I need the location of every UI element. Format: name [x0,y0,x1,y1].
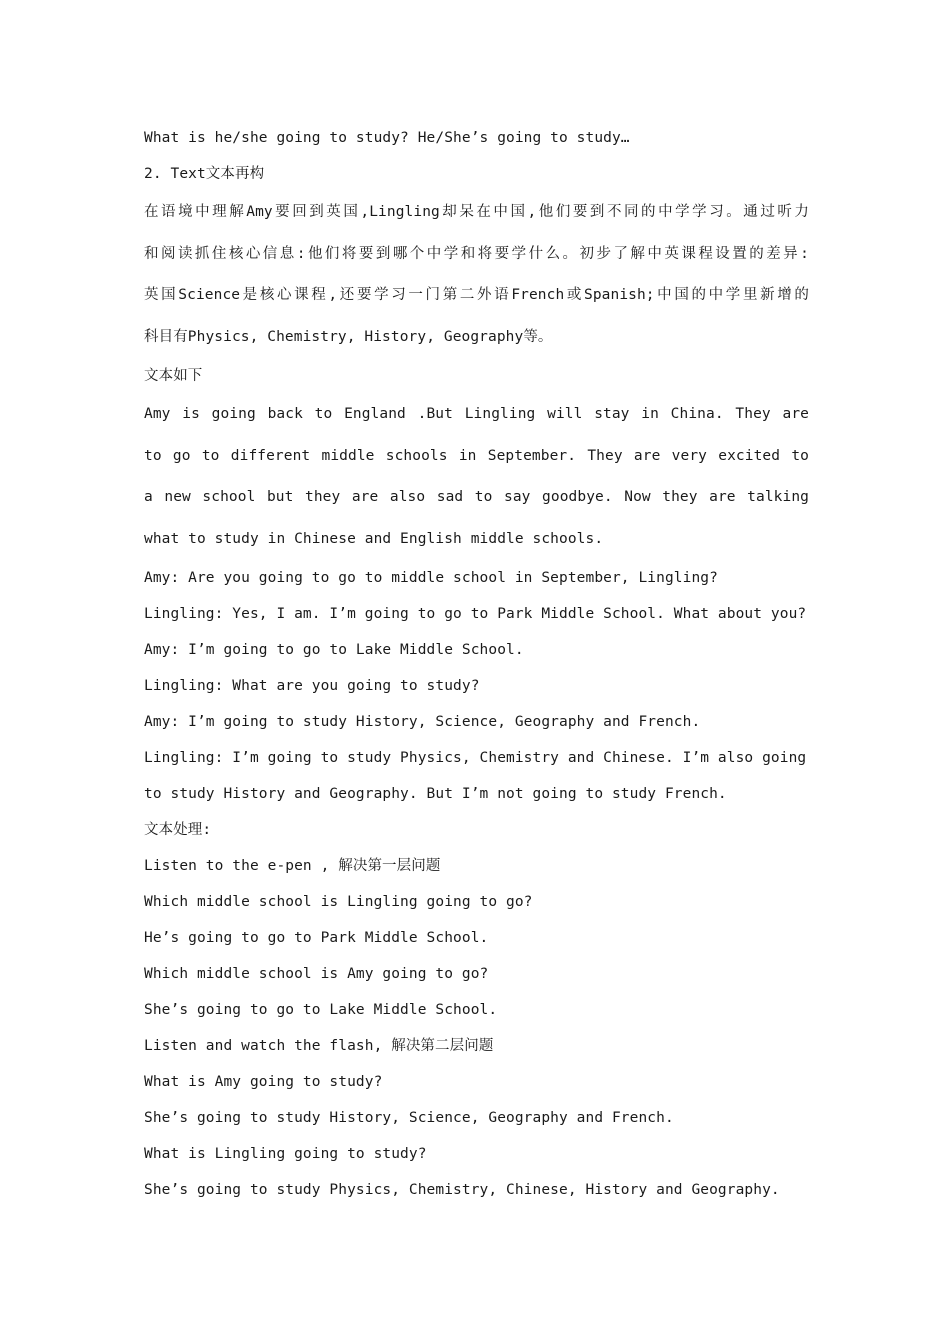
paragraph-line: 科目有Physics, Chemistry, History, Geography等。 [144,328,553,345]
question-line: Which middle school is Amy going to go? [144,966,489,982]
section-heading: 2. Text文本再构 [144,166,265,182]
dialogue-line: to study History and Geography. But I’m not going to study French. [144,786,727,802]
paragraph-line: Amy is going back to England .But Lingling will stay in China. They are [144,406,809,422]
paragraph-line: to go to different middle schools in September. They are very excited to [144,447,809,464]
question-line: What is Amy going to study? [144,1074,383,1090]
answer-line: She’s going to study Physics, Chemistry, Chinese, History and Geography. [144,1182,780,1198]
instruction-line: Listen to the e-pen , 解决第一层问题 [144,858,441,874]
answer-line: She’s going to study History, Science, Geography and French. [144,1110,674,1126]
dialogue-line: Amy: I’m going to study History, Science, Geography and French. [144,714,701,730]
dialogue-line: Lingling: Yes, I am. I’m going to go to Park Middle School. What about you? [144,606,807,622]
paragraph-line: what to study in Chinese and English middle schools. [144,530,604,547]
dialogue-line: Amy: Are you going to go to middle school in September, Lingling? [144,570,718,586]
paragraph-line: 在语境中理解Amy要回到英国,Lingling却呆在中国,他们要到不同的中学学习。通过听力 [144,204,809,220]
instruction-line: Listen and watch the flash, 解决第二层问题 [144,1038,494,1054]
paragraph-line: a new school but they are also sad to say goodbye. Now they are talking [144,489,809,505]
text-line: What is he/she going to study? He/She’s going to study… [144,130,630,146]
dialogue-line: Lingling: What are you going to study? [144,678,480,694]
question-line: What is Lingling going to study? [144,1146,427,1162]
section-label: 文本处理: [144,822,212,838]
document-body [144,120,809,1208]
answer-line: He’s going to go to Park Middle School. [144,930,489,946]
paragraph-line: 和阅读抓住核心信息:他们将要到哪个中学和将要学什么。初步了解中英课程设置的差异: [144,245,809,262]
dialogue-line: Lingling: I’m going to study Physics, Chemistry and Chinese. I’m also going [144,750,807,766]
section-label: 文本如下 [144,368,203,384]
question-line: Which middle school is Lingling going to go? [144,894,533,910]
paragraph-line: 英国Science是核心课程,还要学习一门第二外语French或Spanish;中国的中学里新增的 [144,287,809,303]
answer-line: She’s going to go to Lake Middle School. [144,1002,498,1018]
dialogue-line: Amy: I’m going to go to Lake Middle School. [144,642,524,658]
